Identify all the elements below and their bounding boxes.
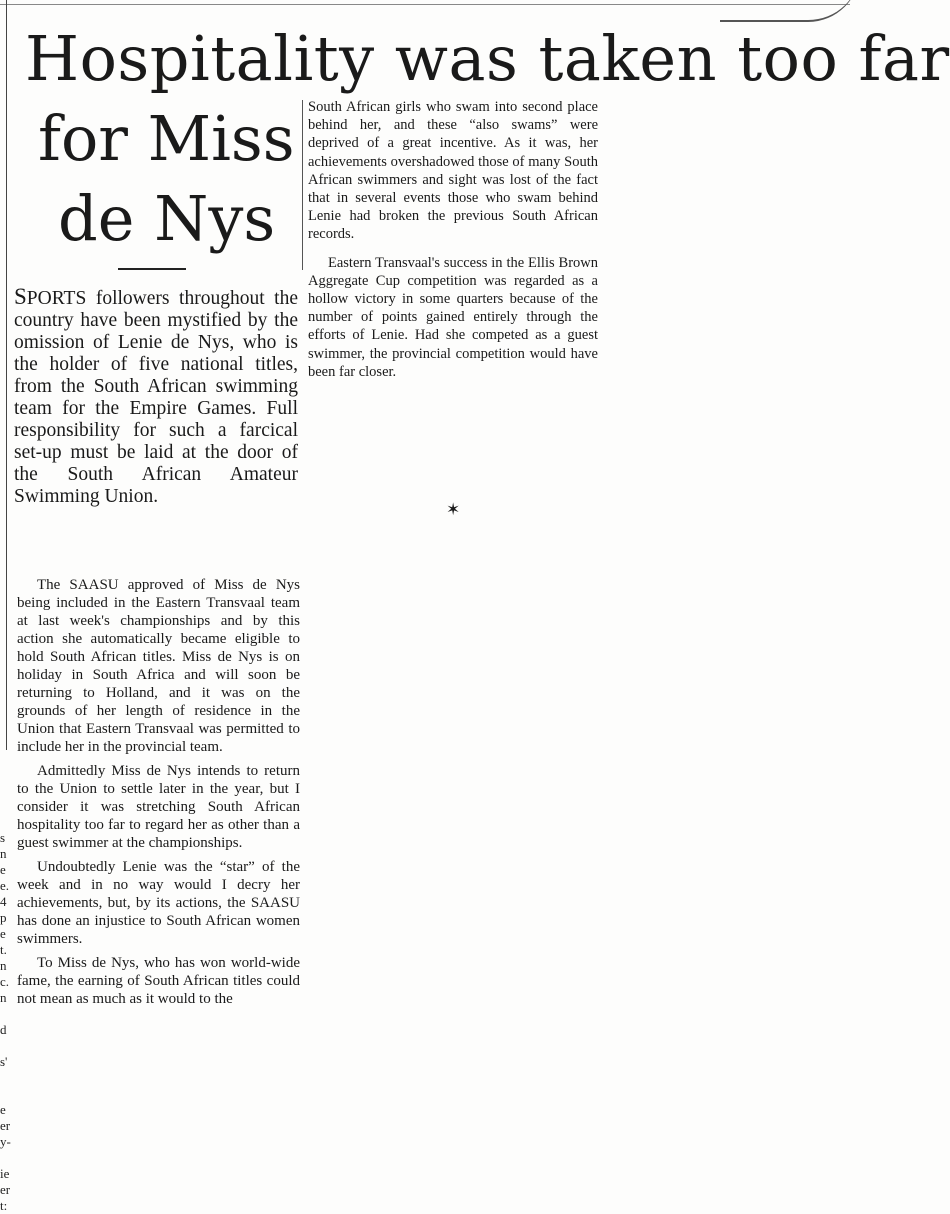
margin-fragment-text: t: (0, 1198, 8, 1213)
lead-drop-cap: S (14, 284, 27, 309)
margin-fragment-text: e. (0, 878, 10, 893)
margin-fragment-text (0, 1150, 12, 1166)
article-column-2 (308, 98, 598, 391)
margin-fragment-text (0, 1070, 12, 1086)
margin-fragment-text: s' (0, 1054, 8, 1069)
column1-paragraph: Undoubtedly Lenie was the “star” of the week and in no way would I decry her achievements, but, by its actions, the SAASU has done an injustice to South African women swimmers. (17, 859, 300, 947)
margin-fragment-text: er (0, 1118, 11, 1133)
margin-fragment-text: n (0, 846, 7, 861)
margin-fragment-text (0, 1006, 12, 1022)
margin-fragment-text (0, 1086, 12, 1102)
lead-text: PORTS followers throughout the country have been mystified by the omission of Lenie de Nys, who is the holder of five national titles, from the South African swimming team for the Empire Games. Full responsibility for such a farcical set-up must be laid at the door of the South African Amateur Swimming Union. (14, 288, 298, 507)
margin-fragment-text: e (0, 926, 6, 941)
end-mark-star-icon: ✶ (446, 500, 461, 520)
page-corner-curve (720, 0, 860, 22)
lead-paragraph (14, 286, 298, 508)
column-divider (302, 100, 303, 270)
column1-paragraph: Admittedly Miss de Nys intends to return to the Union to settle later in the year, but I consider it was stretching South African hospitality too far to regard her as other than a guest swimmer at the championships. (17, 763, 300, 851)
headline-line-3: de Nys (58, 182, 276, 255)
margin-fragment-text: er (0, 1182, 11, 1197)
margin-fragment-text: n (0, 958, 7, 973)
column1-paragraph: To Miss de Nys, who has won world-wide fame, the earning of South African titles could not mean as much as it would to the (17, 955, 300, 1007)
margin-fragment-text: p (0, 910, 7, 925)
column1-paragraph: The SAASU approved of Miss de Nys being included in the Eastern Transvaal team at last week's championships and by this action she automatically became eligible to hold South African titles. Miss de Nys is on holiday in South Africa and will soon be returning to Holland, and it was on the grounds of her length of residence in the Union that Eastern Transvaal was permitted to include her in the provincial team. (17, 577, 300, 755)
headline-rule (118, 268, 186, 270)
margin-fragment-text: d (0, 1022, 7, 1037)
margin-fragment-text: c. (0, 974, 10, 989)
margin-fragment-text: 4 (0, 894, 7, 909)
column2-paragraph: Eastern Transvaal's success in the Ellis Brown Aggregate Cup competition was regarded as a hollow victory in some quarters because of the number of points gained entirely through the efforts of Lenie. Had she competed as a guest swimmer, the provincial competition would have been far closer. (308, 254, 598, 380)
article-column-1 (17, 576, 300, 1014)
column2-paragraph: South African girls who swam into second place behind her, and these “also swams” were deprived of a great incentive. As it was, her achievements overshadowed those of many South African swimmers and sight was lost of the fact that in several events those who swam behind Lenie had broken the previous South African records. (308, 99, 598, 243)
margin-fragment-text: e (0, 1102, 6, 1117)
adjacent-column-fragment (0, 830, 12, 1214)
margin-fragment-text: s (0, 830, 6, 845)
margin-fragment-text (0, 1038, 12, 1054)
margin-fragment-text: t. (0, 942, 7, 957)
headline-line-1: Hospitality was taken too far (25, 22, 950, 95)
margin-fragment-text: e (0, 862, 6, 877)
left-column-rule (6, 0, 7, 750)
margin-fragment-text: y- (0, 1134, 11, 1149)
headline-line-2: for Miss (38, 102, 295, 175)
margin-fragment-text: ie (0, 1166, 10, 1181)
margin-fragment-text: n (0, 990, 7, 1005)
